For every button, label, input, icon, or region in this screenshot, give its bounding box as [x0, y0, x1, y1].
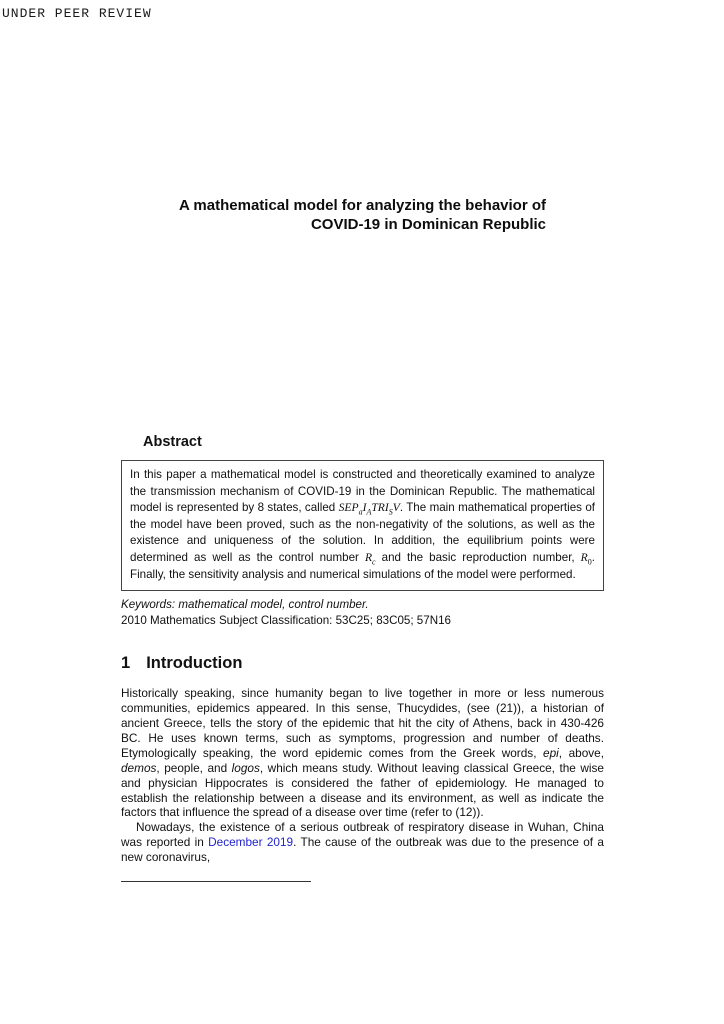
paper-title-line-1: A mathematical model for analyzing the behavior of [178, 197, 547, 214]
intro-paragraph-2: Nowadays, the existence of a serious outbreak of respiratory disease in Wuhan, China was reported in December 2019. The cause of the outbreak was due to the presence of a new coronavirus, [121, 820, 604, 865]
reproduction-number-math: $R_0$ [580, 550, 592, 567]
term-epi: epi [543, 745, 559, 760]
model-states-math: $SEP_aI_ATRI_SV$ [338, 501, 400, 517]
footnote-rule [121, 881, 311, 882]
intro-paragraph-1: Historically speaking, since humanity began to live together in more or less numerous communities, epidemics appeared. In this sense, Thucydides, (see (21)), a historian of ancient Greece, tells the story of the epidemic that hit the city of Athens, back in 430-426 BC. He uses known terms, such as symptoms, progression and number of deaths. Etymologically speaking, the word epidemic comes from the Greek words, epi, above, demos, people, and logos, which means study. Without leaving classical Greece, the wise and physician Hippocrates is considered the father of epidemiology. He managed to establish the relationship between a disease and its environment, as well as indicate the factors that influence the spread of a disease over time (refer to (12)). [121, 686, 604, 820]
section-title: Introduction [146, 654, 243, 673]
abstract-text: In this paper a mathematical model is constructed and theoretically examined to analyze the transmission mechanism of COVID-19 in the Dominican Republic. The mathematical model is represented by 8 states, called [130, 468, 595, 515]
section-number: 1 [121, 654, 131, 673]
abstract-box [121, 460, 604, 591]
peer-review-watermark: UNDER PEER REVIEW [2, 6, 152, 21]
msc-line: 2010 Mathematics Subject Classification: 53C25; 83C05; 57N16 [121, 614, 451, 628]
abstract-text: . The main mathematical properties of the model have been proved, such as the non-negativity of the solutions, as well as the existence and uniqueness of the solution. In addition, the equilibrium points were determined as well as the control number [130, 501, 595, 564]
section-heading-introduction [121, 654, 604, 673]
paper-title-line-2: COVID-19 in Dominican Republic [310, 216, 547, 233]
text-column [121, 0, 604, 882]
december-2019-link[interactable]: December 2019 [208, 835, 294, 850]
abstract-text: . Finally, the sensitivity analysis and numerical simulations of the model were performed. [130, 550, 595, 581]
term-demos: demos [121, 760, 157, 775]
abstract-text: and the basic reproduction number, [375, 550, 581, 564]
term-logos: logos [231, 760, 260, 775]
abstract-heading: Abstract [143, 434, 202, 450]
keywords-line: Keywords: mathematical model, control number. [121, 598, 369, 612]
control-number-math: $R_c$ [364, 550, 376, 567]
paper-title [179, 196, 546, 234]
